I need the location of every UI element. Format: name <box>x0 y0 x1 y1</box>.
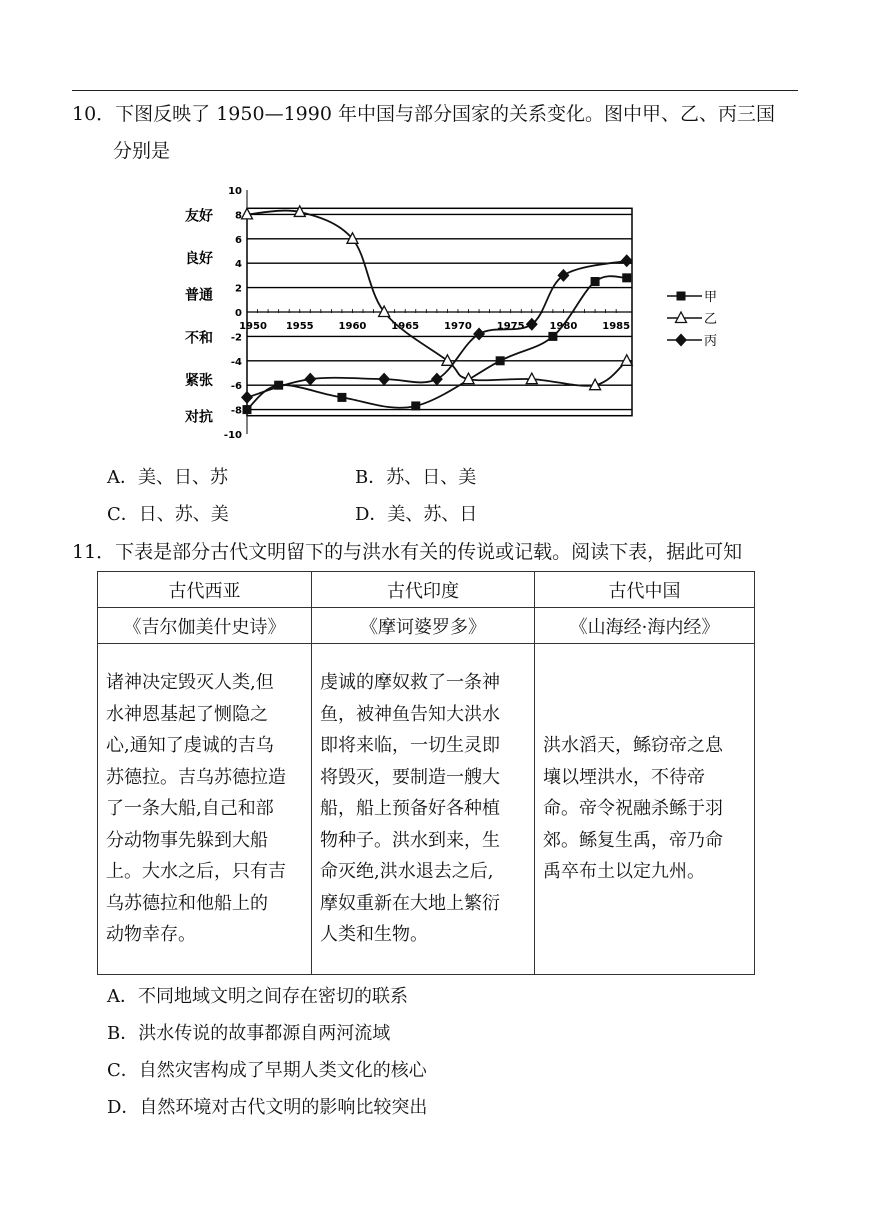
source-india: 《摩诃婆罗多》 <box>312 608 535 644</box>
data-point-square <box>622 273 631 282</box>
table-source-row <box>98 608 755 644</box>
data-point-square <box>337 393 346 402</box>
text-line: 分动物事先躲到大船 <box>106 829 268 851</box>
x-tick-label: 1980 <box>549 321 578 332</box>
text-line: 上。大水之后，只有吉 <box>106 861 286 883</box>
data-point-diamond <box>304 373 316 386</box>
y-tick-label: 6 <box>235 234 242 246</box>
legend-marker-square <box>677 292 686 301</box>
q10-stem-line1: 10．下图反映了 1950—1990 年中国与部分国家的关系变化。图中甲、乙、丙三国 <box>72 103 775 125</box>
header-china: 古代中国 <box>535 572 755 608</box>
source-china: 《山海经·海内经》 <box>535 608 755 644</box>
y-category-label: 不和 <box>185 330 213 347</box>
text-line: 命灭绝,洪水退去之后, <box>320 861 494 883</box>
text-line: 将毁灭，要制造一艘大 <box>320 766 500 788</box>
legend-label: 丙 <box>704 334 718 349</box>
y-category-label: 紧张 <box>185 373 213 390</box>
data-point-triangle <box>442 355 453 366</box>
table-header-row <box>98 572 755 608</box>
data-point-square <box>591 277 600 286</box>
data-point-diamond <box>431 373 443 386</box>
data-point-triangle <box>621 355 632 366</box>
y-tick-label: -6 <box>230 381 242 393</box>
y-tick-label: 10 <box>228 186 242 197</box>
text-line: 人类和生物。 <box>320 924 428 946</box>
relations-chart <box>185 182 727 444</box>
x-tick-label: 1960 <box>338 321 367 332</box>
q10-option-b[interactable]: B．苏、日、美 <box>355 467 477 488</box>
series-line-triangle <box>247 211 627 386</box>
text-line: 苏德拉。吉乌苏德拉造 <box>106 766 286 788</box>
header-india: 古代印度 <box>312 572 535 608</box>
data-point-diamond <box>241 391 253 404</box>
text-line: 水神恩基起了恻隐之 <box>106 703 268 725</box>
y-tick-label: 4 <box>235 259 242 271</box>
text-line: 物种子。洪水到来，生 <box>320 829 500 851</box>
text-line: 洪水滔天，鲧窃帝之息 <box>543 735 723 757</box>
table-body-row <box>98 644 755 975</box>
x-tick-label: 1975 <box>496 321 525 332</box>
x-tick-label: 1985 <box>602 321 631 332</box>
q11-option-b[interactable]: B．洪水传说的故事都源自两河流域 <box>107 1023 391 1044</box>
legend-label: 甲 <box>704 290 718 305</box>
text-line: 船，船上预备好各种植 <box>320 798 500 820</box>
text-line: 乌苏德拉和他船上的 <box>106 892 268 914</box>
flood-legends-table <box>97 571 755 975</box>
q10-stem-line2: 分别是 <box>113 140 171 162</box>
text-line: 鱼，被神鱼告知大洪水 <box>320 703 500 725</box>
q10-option-a[interactable]: A．美、日、苏 <box>107 467 228 488</box>
text-line: 摩奴重新在大地上繁衍 <box>320 892 500 914</box>
text-line: 心,通知了虔诚的吉乌 <box>106 735 274 757</box>
y-tick-label: -10 <box>223 430 242 441</box>
source-west-asia: 《吉尔伽美什史诗》 <box>98 608 312 644</box>
data-point-diamond <box>473 327 485 340</box>
text-line: 禹卒布土以定九州。 <box>543 861 705 883</box>
data-point-square <box>411 401 420 410</box>
text-line: 壤以堙洪水，不待帝 <box>543 766 705 788</box>
y-tick-label: -2 <box>230 332 242 344</box>
text-line: 诸神决定毁灭人类,但 <box>106 672 274 694</box>
text-line: 虔诚的摩奴救了一条神 <box>320 672 500 694</box>
y-category-label: 良好 <box>185 251 213 268</box>
x-tick-label: 1955 <box>285 321 314 332</box>
q10-option-d[interactable]: D．美、苏、日 <box>355 504 478 525</box>
text-line: 动物幸存。 <box>106 924 196 946</box>
q11-stem: 11．下表是部分古代文明留下的与洪水有关的传说或记载。阅读下表，据此可知 <box>72 541 743 563</box>
text-line: 郊。鲧复生禹，帝乃命 <box>543 829 723 851</box>
text-india <box>312 644 535 975</box>
y-tick-label: 2 <box>235 283 242 295</box>
y-tick-label: -8 <box>230 405 242 417</box>
y-tick-label: 0 <box>235 308 242 319</box>
series-line-square <box>247 276 627 409</box>
data-point-square <box>548 332 557 341</box>
text-line: 了一条大船,自己和部 <box>106 798 274 820</box>
header-west-asia: 古代西亚 <box>98 572 312 608</box>
q10-option-c[interactable]: C．日、苏、美 <box>107 504 229 525</box>
y-tick-label: -4 <box>230 356 242 368</box>
text-line: 即将来临，一切生灵即 <box>320 735 500 757</box>
x-tick-label: 1965 <box>391 321 420 332</box>
top-rule <box>72 90 798 91</box>
q11-option-c[interactable]: C．自然灾害构成了早期人类文化的核心 <box>107 1060 427 1081</box>
x-tick-label: 1950 <box>239 321 267 332</box>
text-west-asia <box>98 644 312 975</box>
data-point-diamond <box>378 373 390 386</box>
y-category-label: 对抗 <box>185 409 213 426</box>
text-line: 命。帝令祝融杀鲧于羽 <box>543 798 723 820</box>
y-category-label: 普通 <box>185 287 213 304</box>
legend-marker-diamond <box>675 334 687 347</box>
q11-option-d[interactable]: D．自然环境对古代文明的影响比较突出 <box>107 1097 428 1118</box>
y-category-label: 友好 <box>185 208 213 225</box>
data-point-diamond <box>621 254 633 267</box>
y-tick-label: 8 <box>235 210 242 222</box>
data-point-square <box>243 405 252 414</box>
q11-option-a[interactable]: A．不同地域文明之间存在密切的联系 <box>107 986 408 1007</box>
data-point-square <box>496 356 505 365</box>
text-china <box>535 644 755 975</box>
legend-label: 乙 <box>704 312 718 327</box>
x-tick-label: 1970 <box>444 321 472 332</box>
